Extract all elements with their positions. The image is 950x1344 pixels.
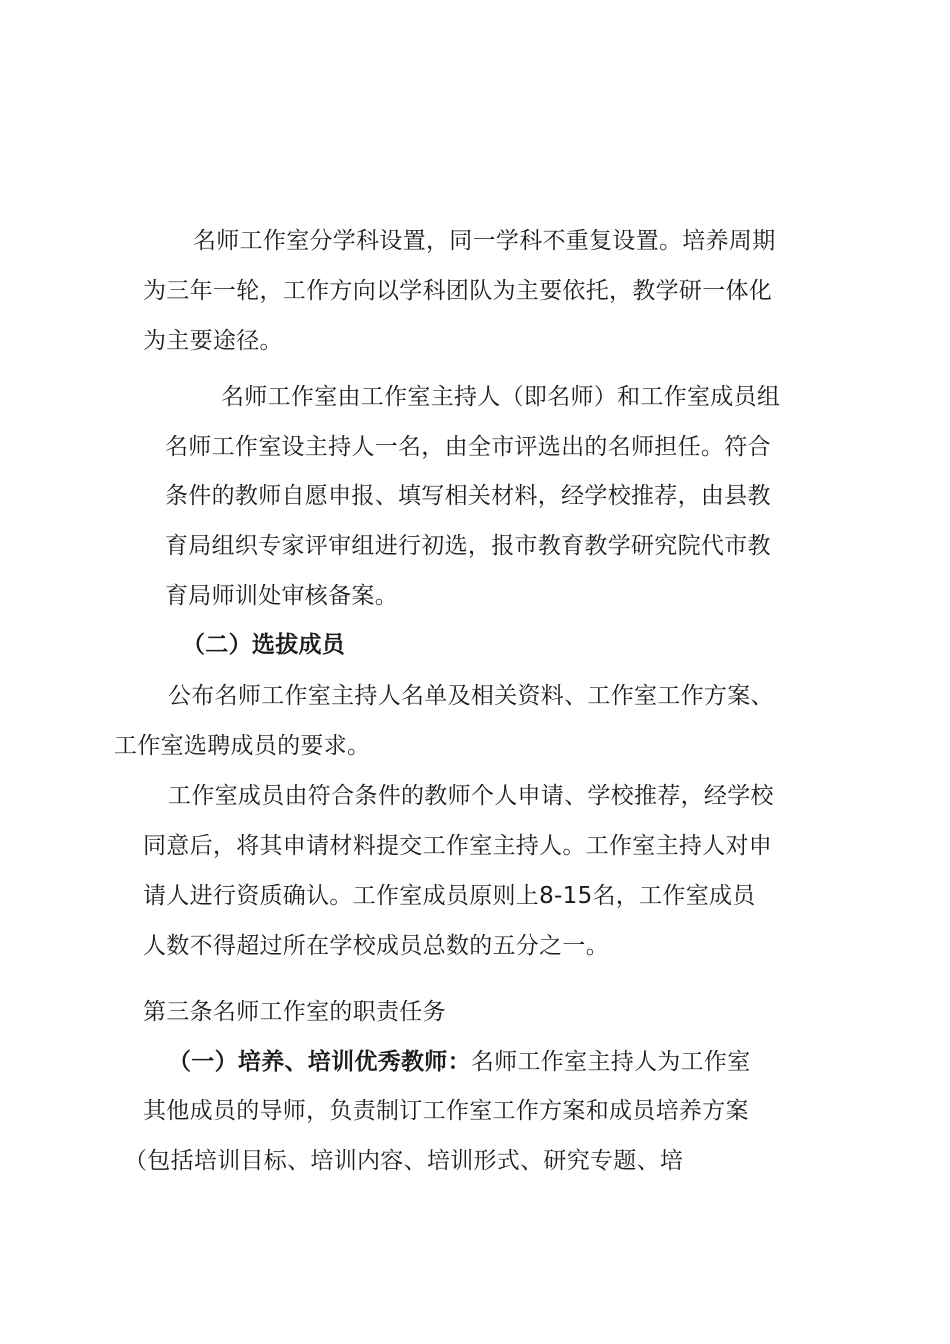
paragraph-line: 为三年一轮，工作方向以学科团队为主要依托，教学研一体化 xyxy=(143,278,773,304)
paragraph-line: 育局组织专家评审组进行初选，报市教育教学研究院代市教 xyxy=(165,533,771,559)
paragraph-line: 条件的教师自愿申报、填写相关材料，经学校推荐，由县教 xyxy=(165,483,771,509)
lead-text: 名师工作室主持人为工作室 xyxy=(470,1049,751,1075)
article-heading: 第三条名师工作室的职责任务 xyxy=(143,999,446,1025)
paragraph-line: 工作室选聘成员的要求。 xyxy=(114,733,371,759)
paragraph-line: 名师工作室由工作室主持人（即名师）和工作室成员组 xyxy=(221,384,781,410)
paragraph-line: 育局师训处审核备案。 xyxy=(165,583,398,609)
paragraph-line: 公布名师工作室主持人名单及相关资料、工作室工作方案、 xyxy=(168,683,774,709)
paragraph-line: 人数不得超过所在学校成员总数的五分之一。 xyxy=(143,933,609,959)
paragraph-line: 工作室成员由符合条件的教师个人申请、学校推荐，经学校 xyxy=(168,783,774,809)
paragraph-line: 为主要途径。 xyxy=(143,328,283,354)
paragraph-line: 名师工作室设主持人一名，由全市评选出的名师担任。符合 xyxy=(165,434,771,460)
paragraph-line: 请人进行资质确认。工作室成员原则上8-15名，工作室成员 xyxy=(143,883,756,909)
paragraph-line xyxy=(168,1047,751,1077)
paragraph-line: 同意后，将其申请材料提交工作室主持人。工作室主持人对申 xyxy=(143,833,773,859)
paragraph-line: 名师工作室分学科设置，同一学科不重复设置。培养周期 xyxy=(193,228,776,254)
bold-lead: （一）培养、培训优秀教师： xyxy=(168,1049,471,1075)
paragraph-line: （包括培训目标、培训内容、培训形式、研究专题、培 xyxy=(124,1148,684,1174)
paragraph-line: 其他成员的导师，负责制订工作室工作方案和成员培养方案 xyxy=(143,1098,749,1124)
section-heading: （二）选拔成员 xyxy=(182,632,346,658)
